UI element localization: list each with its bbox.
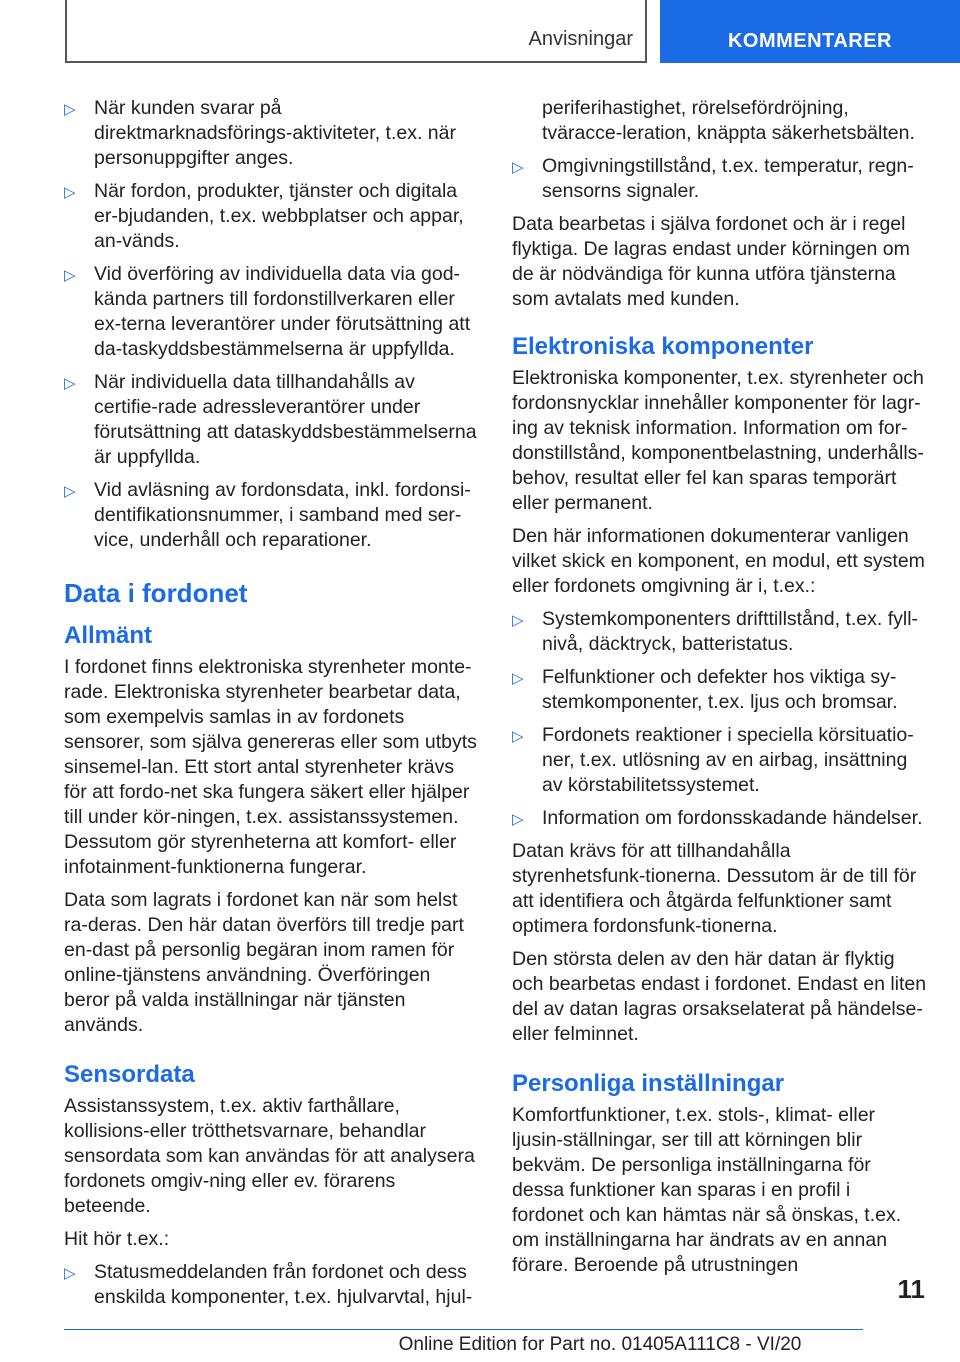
list-item: ▷ När individuella data tillhandahålls av certifie-rade adressleverantörer under förutsättning att dataskyddsbestämmelserna är uppfyllda. bbox=[64, 371, 477, 468]
page-number: 11 bbox=[897, 1274, 925, 1304]
triangle-bullet-icon: ▷ bbox=[64, 1265, 76, 1282]
triangle-bullet-icon: ▷ bbox=[64, 267, 76, 284]
paragraph: Data som lagrats i fordonet kan när som helst ra-deras. Den här datan överförs till tredje part en-dast på personlig begäran inom ramen för online-tjänstens användning. Överföringen beror på valda inställningar när tjänsten används. bbox=[64, 889, 464, 1036]
heading-sensordata: Sensordata bbox=[64, 1061, 195, 1088]
paragraph: I fordonet finns elektroniska styrenheter monte-rade. Elektroniska styrenheter bearbetar data, som exempelvis samlas in av fordonets sensorer, som själva genereras eller som utbyts sinsemel-lan. Ett stort antal styrenheter krävs för att fordo-net ska fungera säkert eller hjälper till under kör-ningen, t.ex. assistanssystemen. Dessutom gör styrenheterna att komfort- eller infotainment-funktionerna fungerar. bbox=[64, 656, 477, 878]
list-item: ▷ Information om fordonsskadande händelser. bbox=[512, 806, 927, 831]
list-item: ▷ Felfunktioner och defekter hos viktiga sy-stemkomponenter, t.ex. ljus och bromsar. bbox=[512, 666, 898, 713]
list-item: ▷ Fordonets reaktioner i speciella körsituatio-ner, t.ex. utlösning av en airbag, insättning av körstabilitetssystemet. bbox=[512, 724, 914, 796]
triangle-bullet-icon: ▷ bbox=[512, 612, 524, 629]
paragraph: Den största delen av den här datan är flyktig och bearbetas endast i fordonet. Endast en liten del av datan lagras orsakselaterat på händelse- eller felminnet. bbox=[512, 948, 927, 1045]
list-item-continued: periferihastighet, rörelsefördröjning, tväracce-leration, knäppta säkerhetsbälten. bbox=[542, 97, 915, 144]
header-frame bbox=[65, 0, 647, 63]
paragraph: Data bearbetas i själva fordonet och är i regel flyktiga. De lagras endast under körningen om de är nödvändiga för kunna utföra tjänsterna som avtalats med kunden. bbox=[512, 213, 910, 310]
triangle-bullet-icon: ▷ bbox=[512, 670, 524, 687]
paragraph: Datan krävs för att tillhandahålla styrenhetsfunk-tionerna. Dessutom är de till för att identifiera och åtgärda felfunktioner samt optimera fordonsfunk-tionerna. bbox=[512, 840, 917, 937]
header-nav-label: Anvisningar bbox=[528, 28, 633, 50]
triangle-bullet-icon: ▷ bbox=[512, 728, 524, 745]
paragraph: Komfortfunktioner, t.ex. stols-, klimat- eller ljusin-ställningar, ser till att körningen blir bekväm. De personliga inställningarna för dessa funktioner kan sparas i en profil i fordonet och kan hämtas när så önskas, t.ex. om inställningarna har ändrats av en annan förare. Beroende på utrustningen bbox=[512, 1104, 902, 1276]
left-column bbox=[64, 96, 479, 1318]
footer-edition: Online Edition for Part no. 01405A111C8 - VI/20 bbox=[398, 1334, 802, 1355]
triangle-bullet-icon: ▷ bbox=[64, 101, 76, 118]
right-column bbox=[512, 96, 927, 1286]
paragraph: Hit hör t.ex.: bbox=[64, 1228, 170, 1250]
list-item: ▷ Systemkomponenters drifttillstånd, t.ex. fyll-nivå, däcktryck, batteristatus. bbox=[512, 608, 919, 655]
heading-elektroniska-komponenter: Elektroniska komponenter bbox=[512, 333, 814, 360]
triangle-bullet-icon: ▷ bbox=[64, 375, 76, 392]
triangle-bullet-icon: ▷ bbox=[64, 184, 76, 201]
heading-allmant: Allmänt bbox=[64, 622, 153, 649]
triangle-bullet-icon: ▷ bbox=[512, 159, 524, 176]
list-item: ▷ Omgivningstillstånd, t.ex. temperatur, regn-sensorns signaler. bbox=[512, 155, 914, 202]
list-item: ▷ Vid avläsning av fordonsdata, inkl. fordonsi-dentifikationsnummer, i samband med ser-vice, underhåll och reparationer. bbox=[64, 479, 471, 551]
header-tab-kommentarer[interactable]: KOMMENTARER bbox=[660, 0, 960, 63]
list-item: ▷ Statusmeddelanden från fordonet och dess enskilda komponenter, t.ex. hjulvarvtal, hjul- bbox=[64, 1261, 473, 1308]
paragraph: Den här informationen dokumenterar vanligen vilket skick en komponent, en modul, ett system eller fordonets omgivning är i, t.ex.: bbox=[512, 525, 925, 597]
heading-personliga-installningar: Personliga inställningar bbox=[512, 1070, 785, 1097]
list-item: ▷ Vid överföring av individuella data via god-kända partners till fordonstillverkaren eller ex-terna leverantörer under förutsättning att da-taskyddsbestämmelserna är uppfyllda. bbox=[64, 263, 471, 360]
list-item: ▷ När fordon, produkter, tjänster och digitala er-bjudanden, t.ex. webbplatser och appar, an-vänds. bbox=[64, 180, 464, 252]
list-item: ▷ När kunden svarar på direktmarknadsförings-aktiviteter, t.ex. när personuppgifter anges. bbox=[64, 97, 456, 169]
paragraph: Elektroniska komponenter, t.ex. styrenheter och fordonsnycklar innehåller komponenter för lagr-ing av teknisk information. Information om for-donstillstånd, komponentbelastning, underhålls-behov, resultat eller fel kan sparas temporärt eller permanent. bbox=[512, 367, 924, 514]
heading-data-i-fordonet: Data i fordonet bbox=[64, 578, 248, 608]
triangle-bullet-icon: ▷ bbox=[64, 483, 76, 500]
footer-divider bbox=[64, 1329, 863, 1330]
paragraph: Assistanssystem, t.ex. aktiv farthållare, kollisions-eller trötthetsvarnare, behandlar sensordata som kan användas för att analysera fordonets omgiv-ning eller ev. förarens beteende. bbox=[64, 1095, 475, 1217]
triangle-bullet-icon: ▷ bbox=[512, 811, 524, 828]
